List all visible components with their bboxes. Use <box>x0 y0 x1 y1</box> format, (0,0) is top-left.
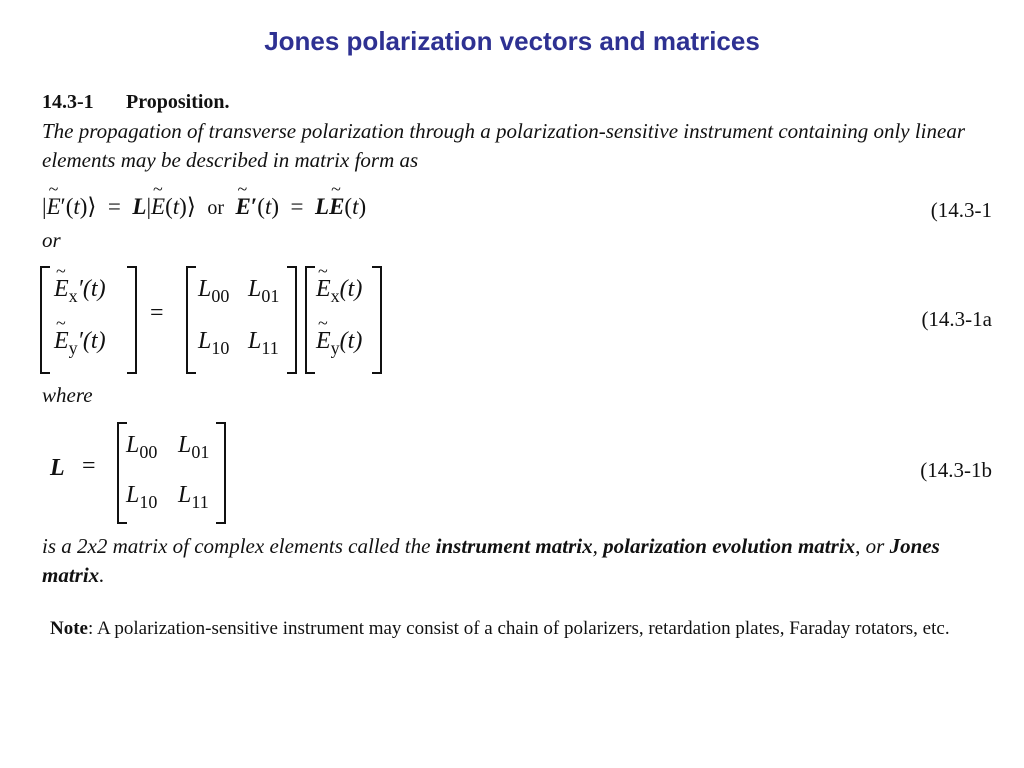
proposition-heading <box>42 91 230 114</box>
bracket-left <box>305 266 315 374</box>
period: . <box>99 563 105 587</box>
matrix-symbol-L: L <box>50 455 65 481</box>
equation-14-3-1: |~ E′(t)⟩ = L|~ E(t)⟩ or ~ E′(t) = L~ E(t) <box>42 194 366 220</box>
equation-or: or <box>207 197 224 219</box>
proposition-number: 14.3-1 <box>42 91 94 113</box>
separator: , <box>592 534 604 558</box>
matrix-l11: $L_{11}$ <box>178 482 209 512</box>
bracket-left <box>186 266 196 374</box>
term-instrument-matrix: instrument matrix <box>435 534 593 558</box>
or-word: or <box>42 228 61 252</box>
equals-sign: = <box>82 453 96 479</box>
matrix-l00: $L_{00}$ <box>198 276 230 306</box>
definition-text: is a 2x2 matrix of complex elements called the <box>42 534 436 558</box>
bracket-right <box>216 422 226 524</box>
bracket-right <box>372 266 382 374</box>
where-word: where <box>42 383 93 407</box>
slide-title: Jones polarization vectors and matrices <box>264 26 760 56</box>
equals-sign: = <box>150 300 164 326</box>
matrix-l01: $L_{01}$ <box>248 276 280 306</box>
proposition-label: Proposition. <box>126 91 230 113</box>
definition-paragraph <box>42 532 992 590</box>
bracket-right <box>127 266 137 374</box>
proposition-text: The propagation of transverse polarization through a polarization-sensitive instrument containing only linear elements may be described in matrix form as <box>42 119 966 172</box>
note-paragraph <box>50 616 995 641</box>
equation-number-1: (14.3-1 <box>930 198 992 222</box>
note-text: : A polarization-sensitive instrument may consist of a chain of polarizers, retardation plates, Faraday rotators, etc. <box>87 618 950 639</box>
separator: , or <box>855 534 890 558</box>
matrix-l00: $L_{00}$ <box>126 432 158 462</box>
matrix-l11: $L_{11}$ <box>248 328 279 358</box>
equation-number-1b: (14.3-1b <box>920 458 992 482</box>
bracket-left <box>40 266 50 374</box>
term-jones-matrix: Jones matrix <box>42 534 940 587</box>
equation-number-1a: (14.3-1a <box>921 307 992 331</box>
rhs-top-cell: ~ $E_x(t)$ <box>316 276 362 307</box>
note-label: Note <box>50 618 88 639</box>
bracket-right <box>287 266 297 374</box>
lhs-bottom-cell: ~ $E_y'(t)$ <box>54 328 106 359</box>
lhs-top-cell: ~ $E_x'(t)$ <box>54 276 106 307</box>
rhs-bottom-cell: ~ $E_y(t)$ <box>316 328 362 359</box>
matrix-l10: $L_{10}$ <box>198 328 230 358</box>
matrix-l01: $L_{01}$ <box>178 432 210 462</box>
term-polarization-evolution-matrix: polarization evolution matrix <box>603 534 856 558</box>
matrix-l10: $L_{10}$ <box>126 482 158 512</box>
